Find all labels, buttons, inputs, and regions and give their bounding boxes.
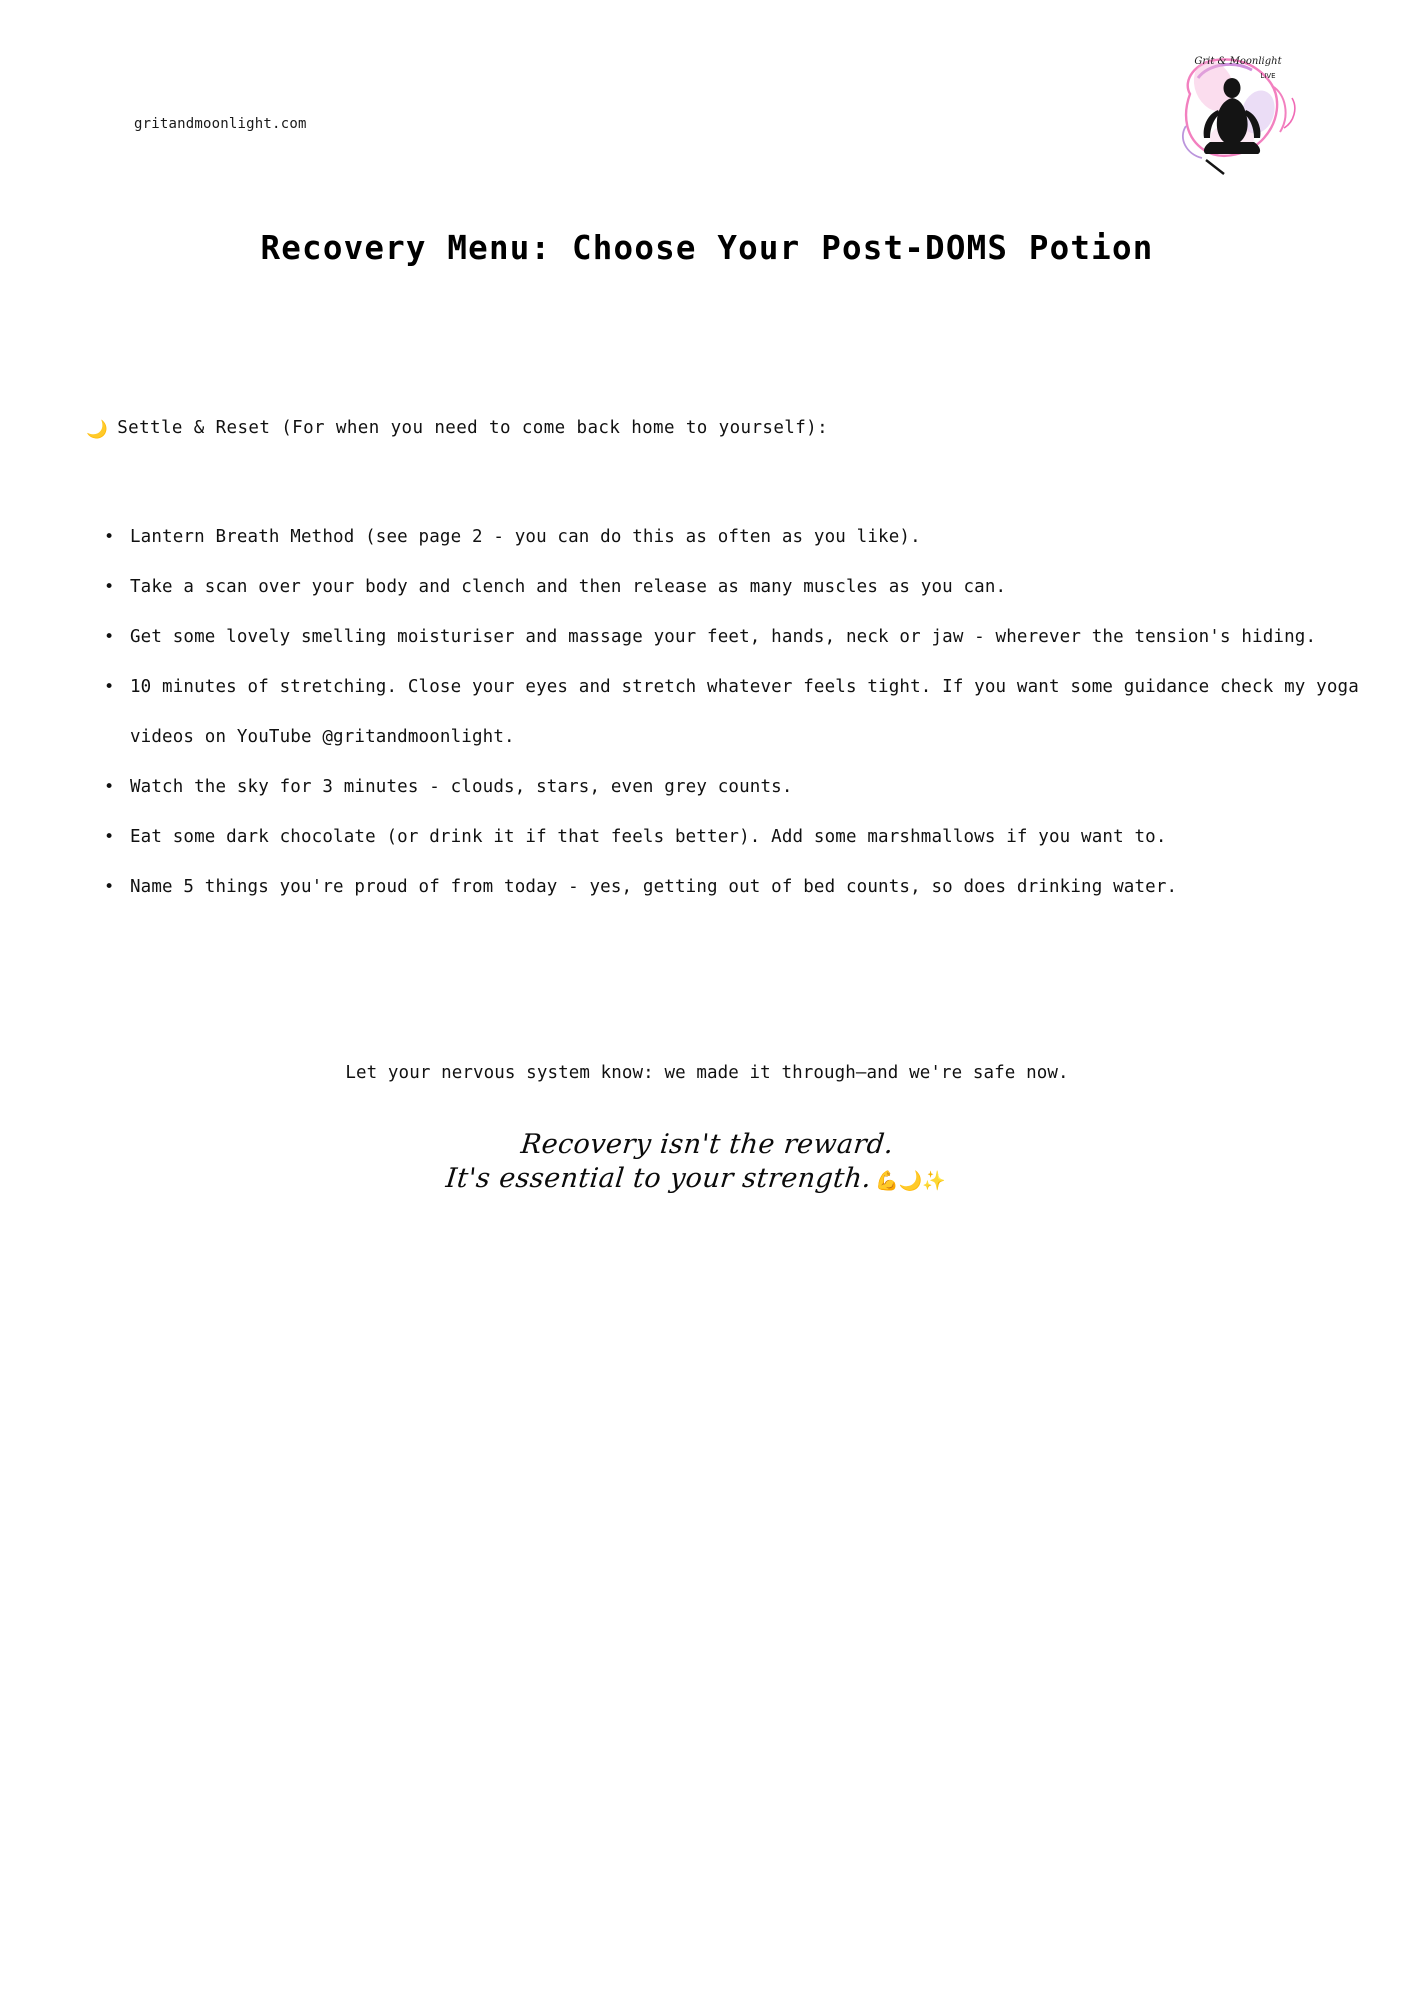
list-item: • 10 minutes of stretching. Close your eyes and stretch whatever feels tight. If you want some guidance check my yoga videos on YouTube @gritandmoonlight. (130, 662, 1380, 762)
script-line-one: Recovery isn't the reward. (519, 1129, 895, 1160)
brand-logo (1162, 42, 1314, 182)
script-emojis: 💪🌙✨ (875, 1170, 947, 1192)
list-item: • Name 5 things you're proud of from today - yes, getting out of bed counts, so does drinking water. (130, 862, 1380, 912)
svg-text:LIVE: LIVE (1260, 72, 1276, 80)
site-url: gritandmoonlight.com (134, 116, 307, 132)
recovery-bullet-list (92, 512, 1380, 912)
list-item: • Watch the sky for 3 minutes - clouds, stars, even grey counts. (130, 762, 1380, 812)
section-heading (86, 418, 828, 438)
svg-text:Grit & Moonlight: Grit & Moonlight (1194, 56, 1282, 67)
handwritten-signature-block (0, 1128, 1414, 1196)
section-heading-label: Settle & Reset (For when you need to come back home to yourself): (117, 418, 829, 438)
list-item: • Get some lovely smelling moisturiser and massage your feet, hands, neck or jaw - wherever the tension's hiding. (130, 612, 1380, 662)
crescent-moon-icon: 🌙 (86, 420, 109, 440)
list-item: • Lantern Breath Method (see page 2 - you can do this as often as you like). (130, 512, 1380, 562)
page-title: Recovery Menu: Choose Your Post-DOMS Potion (260, 228, 1154, 267)
list-item: • Take a scan over your body and clench and then release as many muscles as you can. (130, 562, 1380, 612)
closing-statement: Let your nervous system know: we made it through—and we're safe now. (345, 1063, 1069, 1083)
script-line-two: It's essential to your strength. (444, 1163, 873, 1194)
list-item: • Eat some dark chocolate (or drink it if that feels better). Add some marshmallows if you want to. (130, 812, 1380, 862)
